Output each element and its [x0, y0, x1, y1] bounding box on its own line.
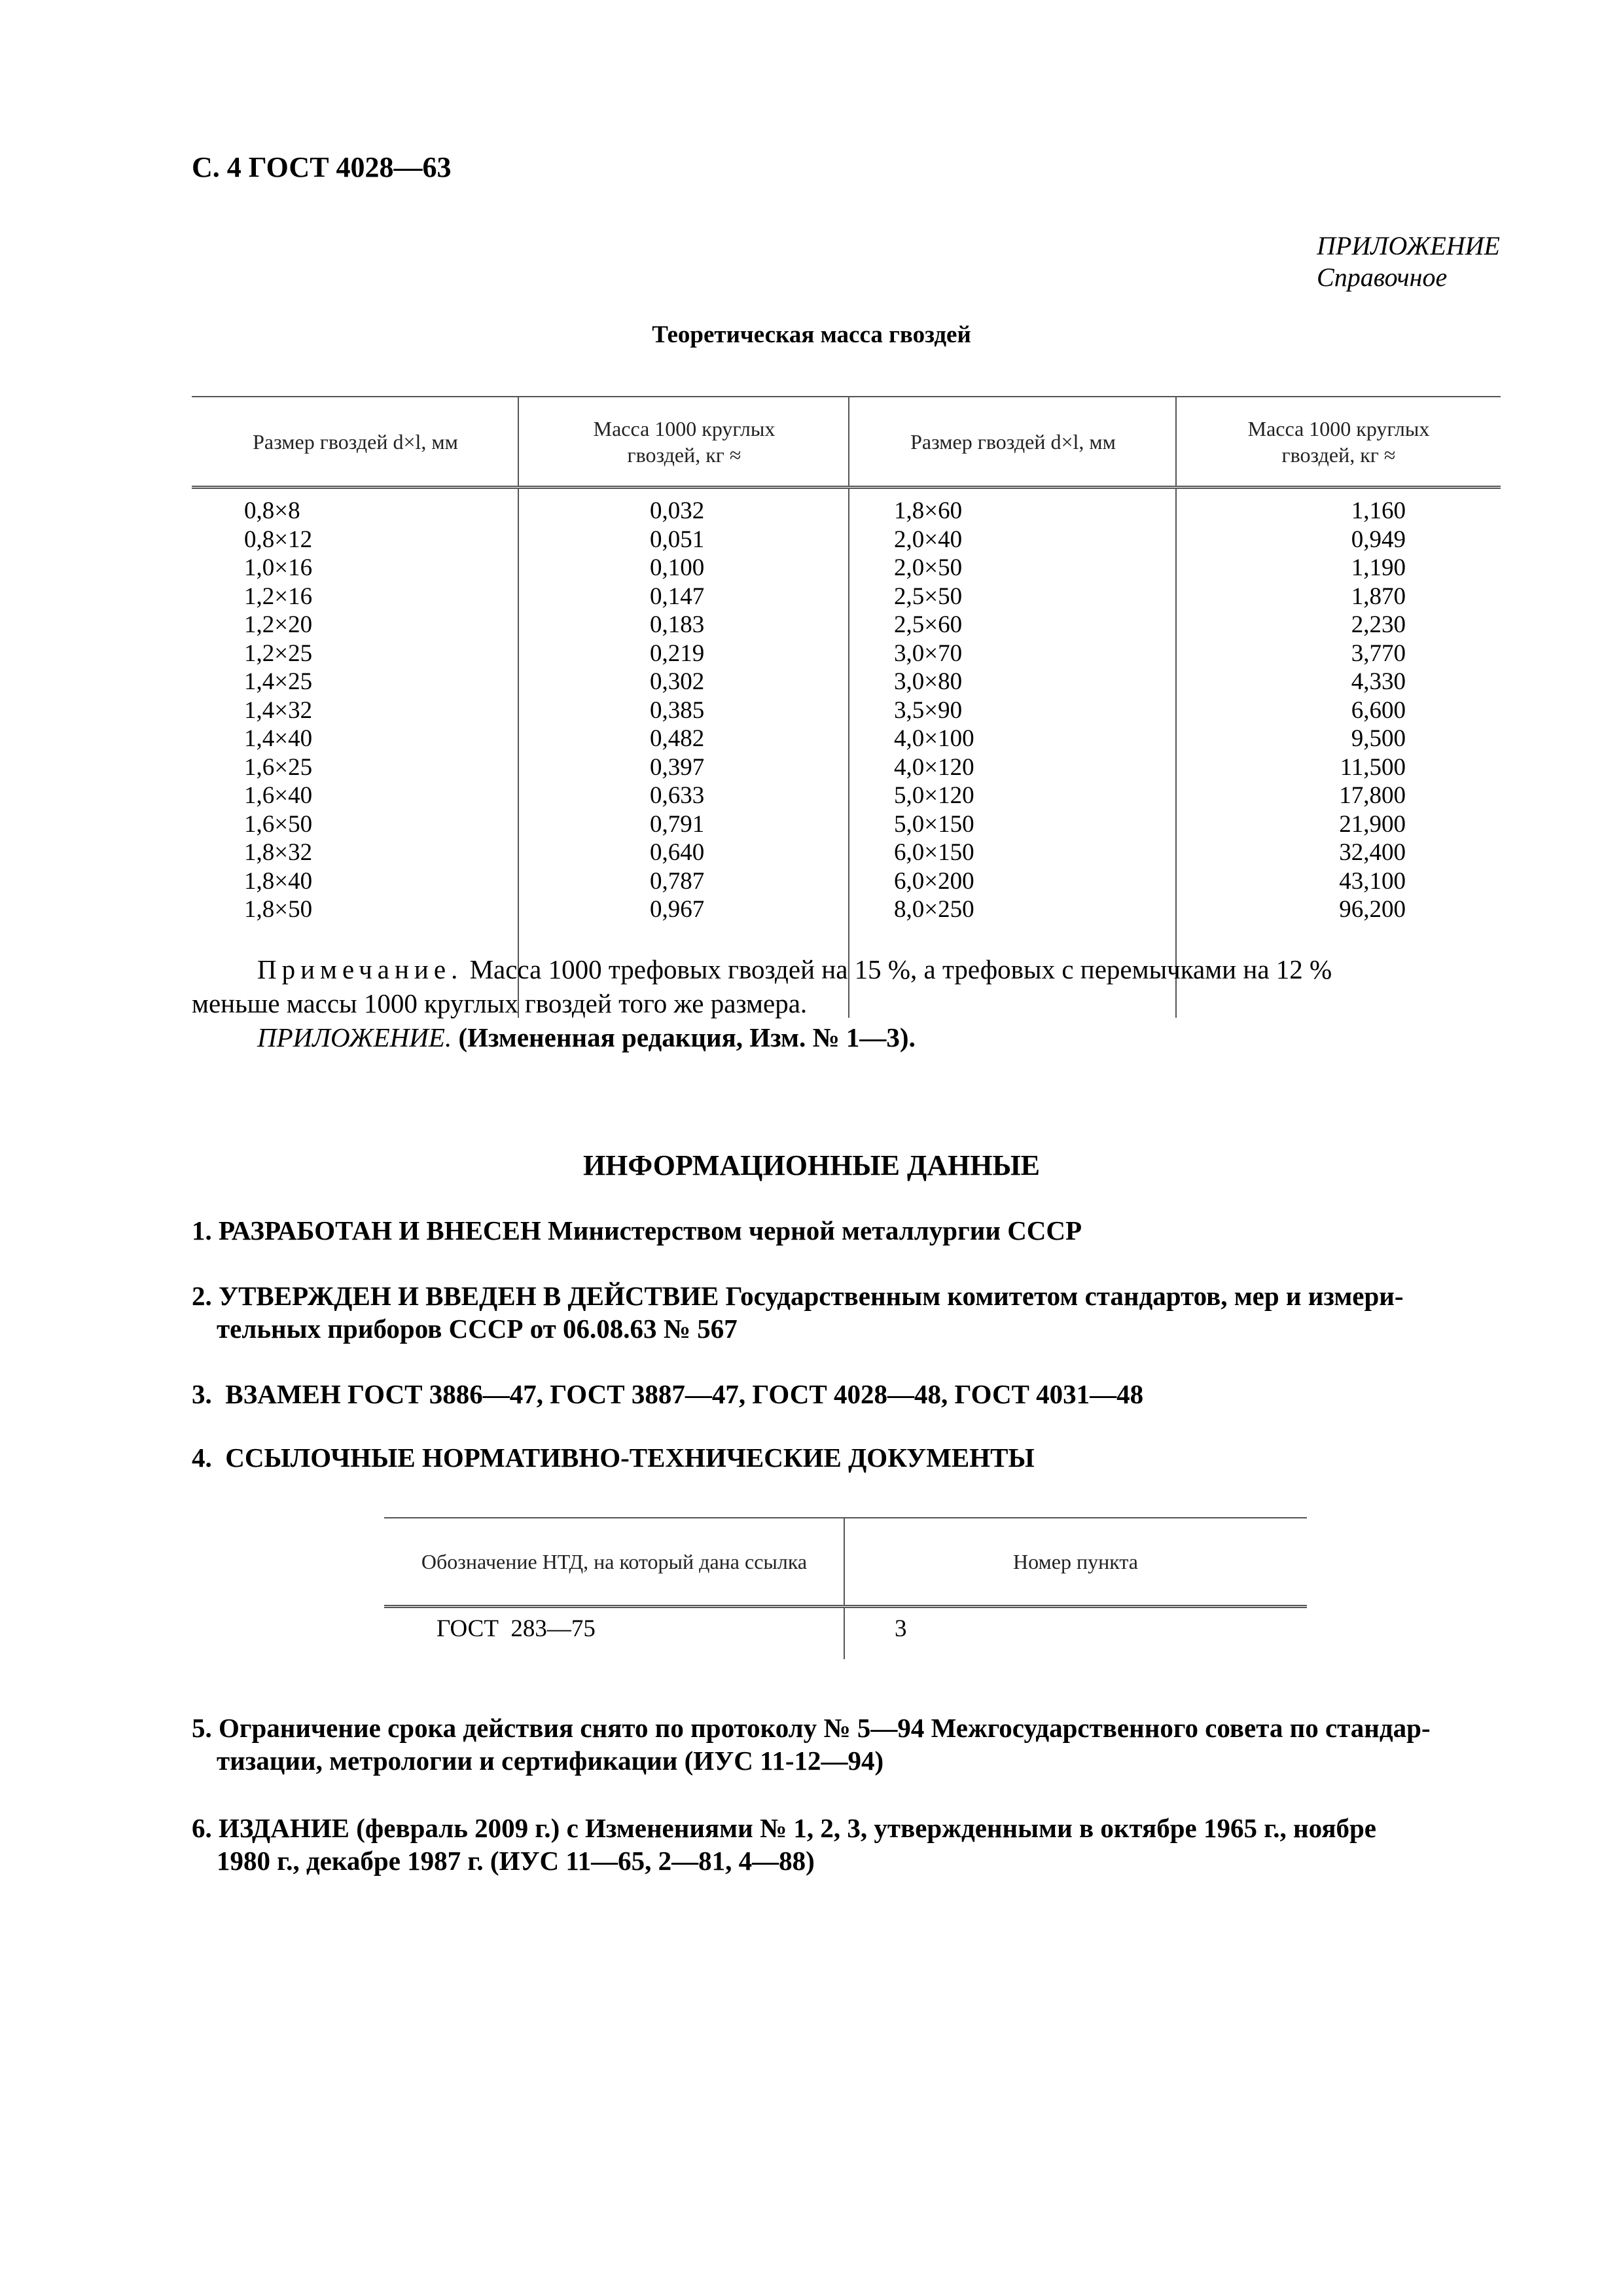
- mass-cell: 0,949: [1351, 526, 1406, 553]
- table-note: [192, 952, 1501, 1054]
- appendix-subtitle: Справочное: [1317, 262, 1448, 292]
- size-cell: 1,2×25: [244, 639, 313, 667]
- info-item-6: [192, 1812, 1501, 1877]
- page-header: С. 4 ГОСТ 4028—63: [192, 151, 452, 183]
- note-text-continued: меньше массы 1000 круглых гвоздей того же размера.: [192, 988, 808, 1018]
- mass-cell: 11,500: [1340, 753, 1406, 781]
- mass-cell: 0,397: [650, 753, 705, 781]
- info-item-2-line-2: тельных приборов СССР от 06.08.63 № 567: [217, 1314, 738, 1344]
- info-item-4: 4. ССЫЛОЧНЫЕ НОРМАТИВНО-ТЕХНИЧЕСКИЕ ДОКУМЕНТЫ: [192, 1443, 1035, 1473]
- info-item-5-line-1: 5. Ограничение срока действия снято по протоколу № 5—94 Межгосударственного совета по стандар-: [192, 1713, 1431, 1743]
- mass-cell: 3,770: [1351, 639, 1406, 667]
- mass-cell: 0,302: [650, 668, 705, 695]
- divider: [1175, 489, 1177, 1018]
- header-size-2: Размер гвоздей d×l, мм: [910, 429, 1116, 454]
- appendix-title: ПРИЛОЖЕНИЕ: [1317, 231, 1500, 260]
- note-label: Примечание.: [257, 954, 463, 984]
- size-cell: 0,8×12: [244, 526, 313, 553]
- mass-column-2: [1294, 497, 1406, 924]
- mass-cell: 0,100: [650, 554, 705, 581]
- size-cell: 5,0×120: [894, 782, 974, 809]
- reference-document: ГОСТ 283—75: [437, 1615, 596, 1642]
- size-cell: 4,0×100: [894, 725, 974, 752]
- header-clause: Номер пункта: [1013, 1550, 1138, 1573]
- header-mass-1: Масса 1000 круглых гвоздей, кг ≈: [593, 416, 776, 467]
- size-cell: 8,0×250: [894, 896, 974, 923]
- divider: [844, 1518, 845, 1605]
- size-cell: 1,0×16: [244, 554, 313, 581]
- mass-cell: 0,787: [650, 867, 705, 895]
- divider: [518, 489, 519, 1018]
- size-cell: 2,5×60: [894, 611, 963, 638]
- revision-note: (Измененная редакция, Изм. № 1—3).: [458, 1022, 916, 1052]
- size-cell: 1,8×60: [894, 497, 963, 524]
- mass-cell: 0,640: [650, 839, 705, 866]
- mass-cell: 43,100: [1339, 867, 1406, 895]
- mass-cell: 0,385: [650, 696, 705, 724]
- mass-cell: 2,230: [1351, 611, 1406, 638]
- size-cell: 4,0×120: [894, 753, 974, 781]
- mass-cell: 1,190: [1351, 554, 1406, 581]
- info-item-1: 1. РАЗРАБОТАН И ВНЕСЕН Министерством черной металлургии СССР: [192, 1215, 1082, 1246]
- size-cell: 1,4×25: [244, 668, 313, 695]
- size-cell: 3,0×80: [894, 668, 963, 695]
- mass-column-1: [650, 497, 704, 924]
- header-document: Обозначение НТД, на который дана ссылка: [421, 1550, 808, 1573]
- appendix-reference: ПРИЛОЖЕНИЕ.: [257, 1022, 452, 1052]
- divider: [1175, 397, 1177, 486]
- divider: [844, 1608, 845, 1659]
- info-item-2-line-1: 2. УТВЕРЖДЕН И ВВЕДЕН В ДЕЙСТВИЕ Государственным комитетом стандартов, мер и измери-: [192, 1281, 1404, 1311]
- mass-cell: 0,219: [650, 639, 705, 667]
- size-cell: 2,0×40: [894, 526, 963, 553]
- info-section-title: ИНФОРМАЦИОННЫЕ ДАННЫЕ: [582, 1149, 1041, 1181]
- size-cell: 6,0×200: [894, 867, 974, 895]
- size-cell: 1,2×20: [244, 611, 313, 638]
- mass-cell: 0,183: [650, 611, 705, 638]
- info-item-2: [192, 1280, 1501, 1345]
- mass-cell: 0,791: [650, 810, 705, 838]
- size-cell: 1,6×25: [244, 753, 313, 781]
- mass-cell: 9,500: [1351, 725, 1406, 752]
- size-cell: 0,8×8: [244, 497, 300, 524]
- size-cell: 1,2×16: [244, 583, 313, 610]
- size-cell: 1,4×32: [244, 696, 313, 724]
- size-cell: 6,0×150: [894, 839, 974, 866]
- mass-table-title: Теоретическая масса гвоздей: [652, 321, 971, 348]
- appendix-label: [1317, 230, 1500, 293]
- info-item-5-line-2: тизации, метрологии и сертификации (ИУС 11-12—94): [217, 1746, 884, 1776]
- header-size-1: Размер гвоздей d×l, мм: [253, 429, 458, 454]
- mass-cell: 0,147: [650, 583, 705, 610]
- info-item-6-line-2: 1980 г., декабре 1987 г. (ИУС 11—65, 2—81, 4—88): [217, 1846, 815, 1876]
- mass-cell: 0,633: [650, 782, 705, 809]
- mass-cell: 0,482: [650, 725, 705, 752]
- mass-cell: 21,900: [1339, 810, 1406, 838]
- info-item-6-line-1: 6. ИЗДАНИЕ (февраль 2009 г.) с Изменениями № 1, 2, 3, утвержденными в октябре 1965 г., ноябре: [192, 1813, 1377, 1843]
- size-cell: 1,6×40: [244, 782, 313, 809]
- divider: [848, 397, 849, 486]
- info-item-3: 3. ВЗАМЕН ГОСТ 3886—47, ГОСТ 3887—47, ГОСТ 4028—48, ГОСТ 4031—48: [192, 1379, 1144, 1409]
- size-cell: 2,0×50: [894, 554, 963, 581]
- info-item-5: [192, 1712, 1501, 1777]
- size-cell: 1,8×32: [244, 839, 313, 866]
- size-cell: 3,5×90: [894, 696, 963, 724]
- mass-cell: 0,967: [650, 896, 705, 923]
- size-cell: 2,5×50: [894, 583, 963, 610]
- mass-cell: 32,400: [1339, 839, 1406, 866]
- mass-cell: 96,200: [1339, 896, 1406, 923]
- size-cell: 1,6×50: [244, 810, 313, 838]
- reference-table: [384, 1517, 1307, 1659]
- mass-table-body: [192, 489, 1501, 1018]
- mass-cell: 6,600: [1351, 696, 1406, 724]
- mass-cell: 1,160: [1351, 497, 1406, 524]
- size-column-1: [244, 497, 312, 924]
- divider: [518, 397, 519, 486]
- mass-table: [192, 396, 1501, 1018]
- mass-cell: 0,051: [650, 526, 705, 553]
- mass-cell: 17,800: [1339, 782, 1406, 809]
- mass-cell: 4,330: [1351, 668, 1406, 695]
- header-mass-2: Масса 1000 круглых гвоздей, кг ≈: [1247, 416, 1430, 467]
- divider: [848, 489, 849, 1018]
- mass-cell: 1,870: [1351, 583, 1406, 610]
- note-text: Масса 1000 трефовых гвоздей на 15 %, а трефовых с перемычками на 12 %: [469, 954, 1332, 984]
- mass-cell: 0,032: [650, 497, 705, 524]
- size-column-2: [894, 497, 974, 924]
- size-cell: 1,8×50: [244, 896, 313, 923]
- reference-table-body: [384, 1608, 1307, 1659]
- reference-clause: 3: [895, 1615, 907, 1642]
- size-cell: 5,0×150: [894, 810, 974, 838]
- size-cell: 1,4×40: [244, 725, 313, 752]
- reference-table-header: [384, 1517, 1307, 1608]
- size-cell: 1,8×40: [244, 867, 313, 895]
- mass-table-header: [192, 396, 1501, 489]
- size-cell: 3,0×70: [894, 639, 963, 667]
